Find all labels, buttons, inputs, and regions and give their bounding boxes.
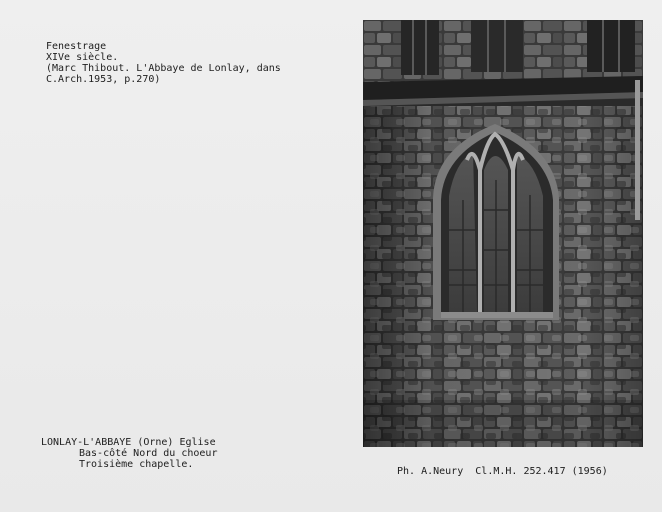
gothic-window-photo-icon	[363, 20, 643, 447]
photographer: Ph. A.Neury	[397, 466, 464, 477]
caption-reference-page: C.Arch.1953, p.270)	[46, 74, 161, 85]
caption-location: LONLAY-L'ABBAYE (Orne) Eglise	[41, 437, 216, 448]
caption-period: XIVe siècle.	[46, 52, 119, 63]
caption-title: Fenestrage	[46, 41, 107, 52]
caption-bottom	[41, 437, 217, 470]
classification-reference: Cl.M.H. 252.417 (1956)	[475, 466, 608, 477]
photo-credit	[397, 466, 608, 477]
photograph	[363, 20, 643, 447]
caption-top	[46, 41, 281, 85]
caption-location-detail: Bas-côté Nord du choeur	[79, 448, 218, 459]
caption-reference: (Marc Thibout. L'Abbaye de Lonlay, dans	[46, 63, 281, 74]
caption-chapel: Troisième chapelle.	[79, 459, 194, 470]
